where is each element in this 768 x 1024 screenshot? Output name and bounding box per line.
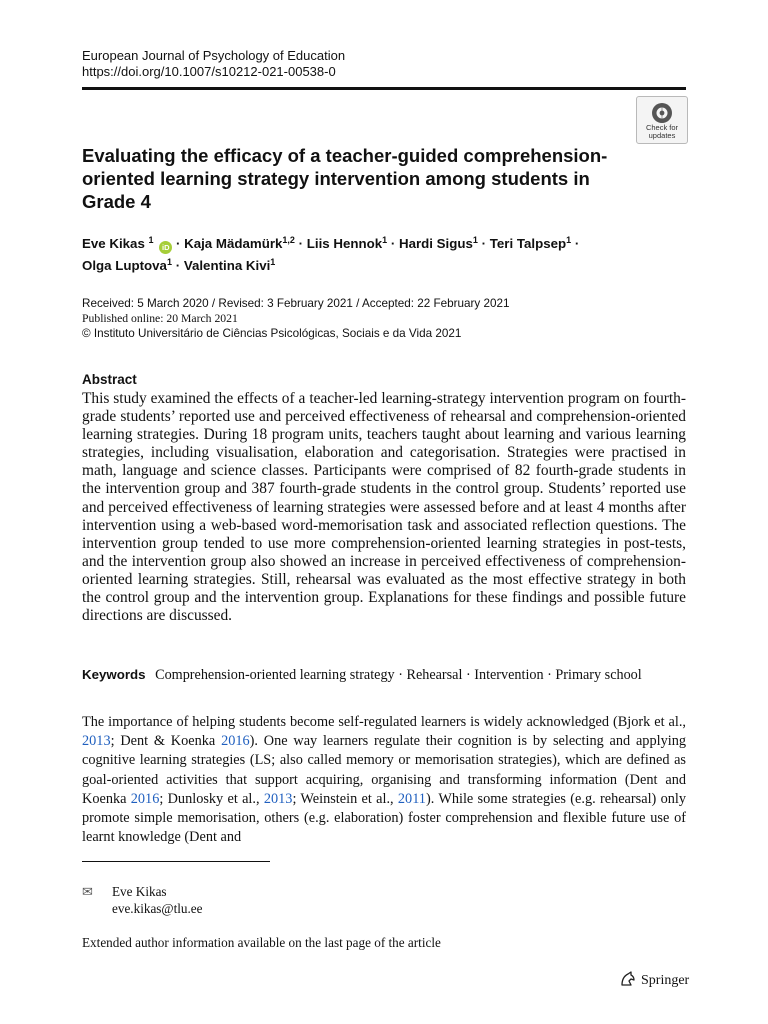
received-dates: Received: 5 March 2020 / Revised: 3 February 2021 / Accepted: 22 February 2021 <box>82 297 510 310</box>
copyright-line: © Instituto Universitário de Ciências Psicológicas, Sociais e da Vida 2021 <box>82 327 462 340</box>
author-name[interactable]: Teri Talpsep <box>489 236 567 251</box>
author-name[interactable]: Olga Luptova <box>82 258 167 273</box>
keyword: Rehearsal <box>406 667 463 683</box>
corresponding-author-name: Eve Kikas <box>112 884 167 899</box>
keyword-separator: · <box>547 667 552 683</box>
author-separator: · <box>298 236 304 251</box>
author-separator: · <box>481 236 487 251</box>
author-separator: · <box>175 258 181 273</box>
keyword-separator: · <box>465 667 471 683</box>
citation-link[interactable]: 2011 <box>397 790 426 807</box>
author-affiliation: 1 <box>148 235 154 245</box>
author-affiliation: 1 <box>566 235 572 245</box>
header-rule <box>82 87 686 90</box>
author-affiliation: 1 <box>166 257 172 267</box>
keywords-line <box>82 666 692 684</box>
author-name[interactable]: Kaja Mädamürk <box>184 236 283 251</box>
author-separator: · <box>390 236 396 251</box>
publisher-logo[interactable] <box>619 971 689 991</box>
citation-link[interactable]: 2016 <box>221 733 250 750</box>
author-affiliation: 1 <box>382 235 388 245</box>
citation-link[interactable]: 2013 <box>263 790 293 807</box>
author-list <box>82 233 692 277</box>
keywords-label: Keywords <box>82 667 146 682</box>
author-affiliation: 1 <box>270 257 276 267</box>
keyword-separator: · <box>398 667 403 683</box>
envelope-icon: ✉ <box>82 884 93 899</box>
author-name[interactable]: Eve Kikas <box>82 236 145 251</box>
abstract-heading: Abstract <box>82 372 137 387</box>
extended-author-note: Extended author information available on the last page of the article <box>82 935 441 950</box>
citation-link[interactable]: 2013 <box>82 733 111 750</box>
publisher-name: Springer <box>641 973 690 988</box>
author-name[interactable]: Hardi Sigus <box>399 236 473 251</box>
springer-horse-icon <box>619 971 637 987</box>
doi-link[interactable]: https://doi.org/10.1007/s10212-021-00538-0 <box>82 64 336 79</box>
keyword: Comprehension-oriented learning strategy <box>155 667 395 683</box>
author-separator: · <box>175 236 181 251</box>
footnote-rule <box>82 861 270 862</box>
author-name[interactable]: Valentina Kivi <box>183 258 271 273</box>
author-affiliation: 1 <box>472 235 478 245</box>
intro-paragraph: The importance of helping students become self-regulated learners is widely acknowledged (Bjork et al., 2013; Dent & Koenka 2016). One way learners regulate their cognition is by selecting and applying cognitive learning strategies (LS; also called memory or memorisation strategies), which are defined as goal-oriented activities that support acquiring, organising and transforming information (Dent and Koenka 2016; Dunlosky et al., 2013; Weinstein et al., 2011). While some strategies (e.g. rehearsal) only promote simple memorisation, others (e.g. elaboration) foster comprehension and flexible future use of learnt knowledge (Dent and <box>82 714 687 846</box>
journal-header <box>82 48 345 80</box>
journal-name: European Journal of Psychology of Education <box>82 48 346 63</box>
article-history <box>82 296 692 341</box>
author-affiliation: 1,2 <box>282 235 295 245</box>
crossmark-badge[interactable] <box>636 96 688 144</box>
crossmark-label: Check for updates <box>645 123 679 140</box>
orcid-icon[interactable]: iD <box>159 241 172 254</box>
keyword: Intervention <box>474 667 544 683</box>
author-separator: · <box>574 236 580 251</box>
author-email-link[interactable]: eve.kikas@tlu.ee <box>112 901 203 916</box>
article-title: Evaluating the efficacy of a teacher-guided comprehension-oriented learning strategy intervention among students in Grade 4 <box>82 145 608 212</box>
corresponding-author <box>82 883 203 917</box>
crossmark-icon <box>650 101 674 125</box>
citation-link[interactable]: 2016 <box>130 790 160 807</box>
published-date: Published online: 20 March 2021 <box>82 312 238 325</box>
abstract-text: This study examined the effects of a teacher-led learning-strategy intervention program on fourth-grade students’ reported use and perceived effectiveness of rehearsal and comprehension-oriented learning strategies. During 18 program units, teachers taught about learning and various learning strategies, including visualisation, elaboration and categorisation. Strategies were practised in math, language and science classes. Participants were comprised of 82 fourth-grade students in the intervention group and 387 fourth-grade students in the control group. Students’ reported use and perceived effectiveness of learning strategies were assessed before and at least 4 months after intervention using a web-based word-memorisation task and associated reflection questions. The intervention group tended to use more comprehension-oriented learning strategies in post-tests, and the intervention group also showed an increase in perceived effectiveness of comprehension-oriented learning strategies. Still, rehearsal was evaluated as the most effective strategy in both the control group and the intervention group. Explanations for these findings and possible future directions are discussed. <box>82 390 686 625</box>
keyword: Primary school <box>555 667 642 683</box>
author-name[interactable]: Liis Hennok <box>306 236 383 251</box>
